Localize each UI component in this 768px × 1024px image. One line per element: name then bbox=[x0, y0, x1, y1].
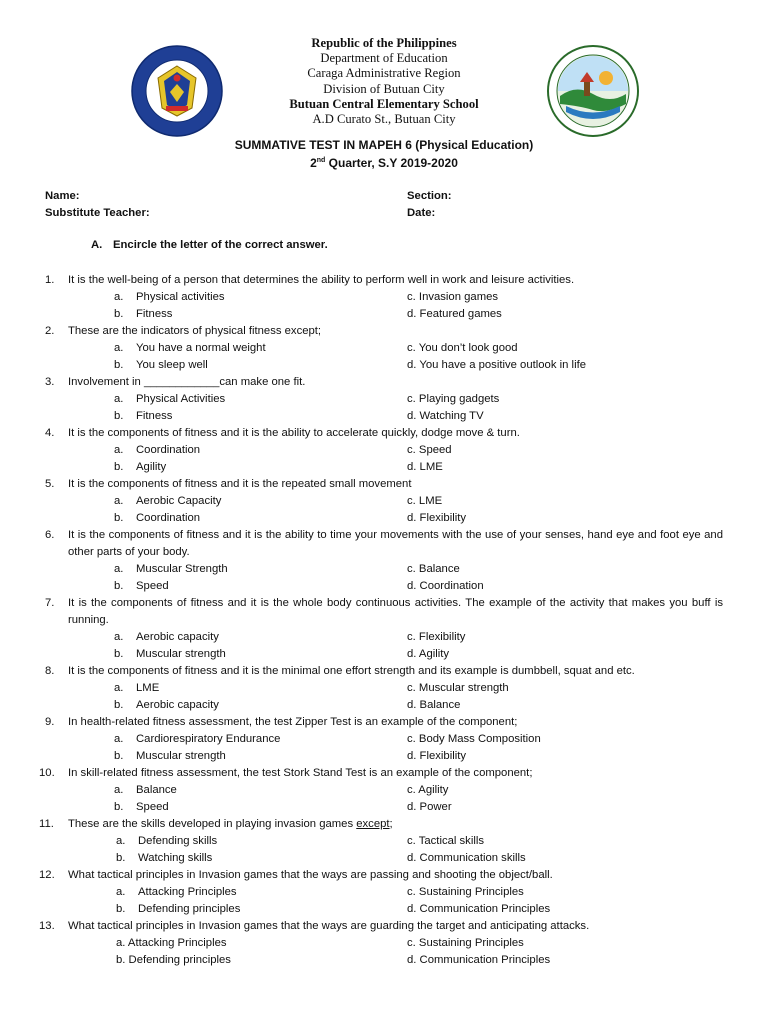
header-school-name: Butuan Central Elementary School bbox=[289, 96, 479, 111]
question-text: It is the well-being of a person that determines the ability to perform well in work and leisure activities. bbox=[68, 274, 575, 286]
choice-letter: b. bbox=[114, 512, 124, 524]
choice-letter: b. bbox=[114, 308, 124, 320]
choice-row bbox=[0, 493, 768, 510]
choice-c: c. Invasion games bbox=[407, 291, 499, 303]
choice-row bbox=[0, 408, 768, 425]
question-8 bbox=[0, 663, 768, 680]
choice-letter: b. bbox=[114, 750, 124, 762]
choice-letter: b. bbox=[114, 410, 124, 422]
choice-row bbox=[0, 340, 768, 357]
question-text-part: These are the skills developed in playing invasion games bbox=[68, 818, 357, 830]
choice-row bbox=[0, 510, 768, 527]
choice-d: d. Agility bbox=[407, 648, 450, 660]
question-number: 5. bbox=[45, 478, 55, 490]
choice-b bbox=[114, 578, 169, 595]
choice-letter: a. bbox=[114, 733, 124, 745]
choice-text: Attacking Principles bbox=[138, 886, 237, 898]
choice-c: c. Flexibility bbox=[407, 631, 466, 643]
choice-row bbox=[0, 748, 768, 765]
choice-b bbox=[114, 799, 169, 816]
choice-a bbox=[114, 340, 266, 357]
choice-row bbox=[0, 901, 768, 918]
question-2 bbox=[0, 323, 768, 340]
choice-b bbox=[114, 697, 219, 714]
header-republic: Republic of the Philippines bbox=[311, 36, 457, 50]
choice-b bbox=[116, 901, 240, 918]
choice-row bbox=[0, 391, 768, 408]
test-title bbox=[0, 137, 768, 171]
choice-row bbox=[0, 884, 768, 901]
choice-d: d. You have a positive outlook in life bbox=[407, 359, 586, 371]
choice-text: You have a normal weight bbox=[136, 342, 266, 354]
choice-c: c. Agility bbox=[407, 784, 449, 796]
choice-a bbox=[116, 833, 217, 850]
choice-d: d. Balance bbox=[407, 699, 461, 711]
choice-letter: a. bbox=[114, 342, 124, 354]
date-label: Date: bbox=[407, 207, 436, 219]
question-number: 6. bbox=[45, 529, 55, 541]
choice-letter: a. bbox=[114, 631, 124, 643]
choice-c: c. LME bbox=[407, 495, 443, 507]
choice-row bbox=[0, 646, 768, 663]
choice-c: c. Balance bbox=[407, 563, 460, 575]
question-text-underlined: except bbox=[356, 818, 390, 830]
choice-b bbox=[116, 850, 212, 867]
choice-letter: a. bbox=[114, 682, 124, 694]
student-info-right bbox=[407, 188, 452, 222]
choice-text: Defending skills bbox=[138, 835, 218, 847]
question-text bbox=[68, 816, 723, 833]
choice-text: Coordination bbox=[136, 444, 201, 456]
question-list bbox=[0, 272, 768, 969]
name-label: Name: bbox=[45, 190, 80, 202]
choice-row bbox=[0, 578, 768, 595]
choice-b: b. Defending principles bbox=[116, 954, 231, 966]
choice-letter: a. bbox=[114, 784, 124, 796]
choice-d: d. LME bbox=[407, 461, 443, 473]
choice-letter: b. bbox=[114, 801, 124, 813]
choice-c: c. You don’t look good bbox=[407, 342, 518, 354]
choice-row bbox=[0, 680, 768, 697]
choice-d: d. Power bbox=[407, 801, 452, 813]
question-text: These are the indicators of physical fitness except; bbox=[68, 325, 322, 337]
question-number: 4. bbox=[45, 427, 55, 439]
test-title-line1: SUMMATIVE TEST IN MAPEH 6 (Physical Education) bbox=[234, 138, 534, 152]
school-header bbox=[0, 36, 768, 127]
choice-row bbox=[0, 782, 768, 799]
choice-a bbox=[114, 731, 280, 748]
question-text: It is the components of fitness and it is the ability to accelerate quickly, dodge move & turn. bbox=[68, 427, 520, 439]
question-1 bbox=[0, 272, 768, 289]
question-9 bbox=[0, 714, 768, 731]
question-11 bbox=[0, 816, 768, 833]
choice-text: Cardiorespiratory Endurance bbox=[136, 733, 281, 745]
choice-b bbox=[114, 408, 172, 425]
question-13 bbox=[0, 918, 768, 935]
choice-text: Muscular Strength bbox=[136, 563, 228, 575]
choice-letter: b. bbox=[114, 580, 124, 592]
choice-letter: a. bbox=[114, 393, 124, 405]
choice-row bbox=[0, 731, 768, 748]
choice-d: d. Communication skills bbox=[407, 852, 526, 864]
quarter-text: Quarter, S.Y 2019-2020 bbox=[325, 156, 458, 170]
question-text: It is the components of fitness and it is the repeated small movement bbox=[68, 478, 412, 490]
question-text-part: ; bbox=[389, 818, 393, 830]
choice-text: Speed bbox=[136, 580, 169, 592]
choice-text: Muscular strength bbox=[136, 648, 226, 660]
choice-d: d. Flexibility bbox=[407, 750, 467, 762]
choice-row bbox=[0, 629, 768, 646]
choice-a bbox=[114, 391, 225, 408]
choice-row bbox=[0, 833, 768, 850]
choice-text: Aerobic Capacity bbox=[136, 495, 222, 507]
question-number: 12. bbox=[39, 869, 55, 881]
question-number: 7. bbox=[45, 597, 55, 609]
choice-c: c. Sustaining Principles bbox=[407, 937, 524, 949]
choice-text: Defending principles bbox=[138, 903, 241, 915]
choice-a bbox=[116, 884, 237, 901]
choice-c: c. Body Mass Composition bbox=[407, 733, 541, 745]
choice-letter: a. bbox=[114, 495, 124, 507]
choice-c: c. Playing gadgets bbox=[407, 393, 500, 405]
choice-a bbox=[114, 629, 219, 646]
choice-row bbox=[0, 306, 768, 323]
quarter-number: 2 bbox=[310, 156, 317, 170]
substitute-teacher-label: Substitute Teacher: bbox=[45, 207, 150, 219]
choice-b bbox=[114, 357, 208, 374]
choice-text: Aerobic capacity bbox=[136, 699, 219, 711]
choice-text: You sleep well bbox=[136, 359, 208, 371]
choice-row bbox=[0, 850, 768, 867]
choice-c: c. Speed bbox=[407, 444, 452, 456]
choice-letter: a. bbox=[116, 886, 126, 898]
choice-letter: b. bbox=[114, 461, 124, 473]
choice-b bbox=[114, 459, 166, 476]
choice-text: Speed bbox=[136, 801, 169, 813]
question-4 bbox=[0, 425, 768, 442]
choice-d: d. Coordination bbox=[407, 580, 484, 592]
choice-text: Agility bbox=[136, 461, 167, 473]
choice-text: Physical activities bbox=[136, 291, 225, 303]
question-text: It is the components of fitness and it is the whole body continuous activities. The example of the activity that makes you buff is running. bbox=[68, 597, 723, 626]
choice-letter: a. bbox=[114, 291, 124, 303]
question-number: 10. bbox=[39, 767, 55, 779]
choice-row bbox=[0, 697, 768, 714]
question-text: In health-related fitness assessment, the test Zipper Test is an example of the component; bbox=[68, 716, 518, 728]
question-number: 11. bbox=[39, 818, 54, 830]
choice-d: d. Featured games bbox=[407, 308, 502, 320]
question-10 bbox=[0, 765, 768, 782]
header-department: Department of Education bbox=[320, 51, 448, 66]
choice-text: Fitness bbox=[136, 308, 173, 320]
header-region: Caraga Administrative Region bbox=[307, 66, 461, 81]
choice-letter: b. bbox=[114, 648, 124, 660]
choice-d: d. Flexibility bbox=[407, 512, 467, 524]
choice-row bbox=[0, 935, 768, 952]
question-5 bbox=[0, 476, 768, 493]
student-info-left bbox=[45, 188, 150, 222]
question-6 bbox=[0, 527, 768, 561]
choice-a bbox=[114, 493, 221, 510]
question-number: 2. bbox=[45, 325, 55, 337]
choice-b bbox=[114, 646, 226, 663]
choice-c: c. Tactical skills bbox=[407, 835, 485, 847]
question-text: In skill-related fitness assessment, the test Stork Stand Test is an example of the component; bbox=[68, 767, 533, 779]
choice-row bbox=[0, 799, 768, 816]
choice-text: Balance bbox=[136, 784, 177, 796]
choice-d: d. Communication Principles bbox=[407, 903, 551, 915]
choice-text: Fitness bbox=[136, 410, 173, 422]
choice-letter: a. bbox=[114, 444, 124, 456]
choice-letter: b. bbox=[116, 852, 126, 864]
choice-letter: a. bbox=[114, 563, 124, 575]
choice-letter: b. bbox=[116, 903, 126, 915]
header-division: Division of Butuan City bbox=[323, 81, 445, 96]
choice-row bbox=[0, 357, 768, 374]
choice-c: c. Sustaining Principles bbox=[407, 886, 524, 898]
question-text: It is the components of fitness and it is the ability to time your movements with the use of your senses, hand eye and foot eye and other parts of your body. bbox=[68, 529, 723, 558]
choice-letter: a. bbox=[116, 835, 126, 847]
choice-b bbox=[114, 306, 172, 323]
question-7 bbox=[0, 595, 768, 629]
choice-text: Physical Activities bbox=[136, 393, 226, 405]
question-text: What tactical principles in Invasion games that the ways are passing and shooting the object/ball. bbox=[68, 869, 553, 881]
header-address: A.D Curato St., Butuan City bbox=[312, 112, 456, 127]
question-text: Involvement in ____________can make one fit. bbox=[68, 376, 306, 388]
choice-text: Aerobic capacity bbox=[136, 631, 219, 643]
choice-text: Muscular strength bbox=[136, 750, 226, 762]
quarter-suffix: nd bbox=[316, 157, 326, 164]
question-number: 1. bbox=[45, 274, 55, 286]
question-3 bbox=[0, 374, 768, 391]
question-number: 9. bbox=[45, 716, 55, 728]
choice-row bbox=[0, 459, 768, 476]
choice-a bbox=[114, 782, 177, 799]
test-title-line2 bbox=[0, 153, 768, 171]
instruction bbox=[91, 239, 328, 251]
choice-text: LME bbox=[136, 682, 160, 694]
choice-b bbox=[114, 510, 200, 527]
choice-a bbox=[114, 442, 200, 459]
choice-row bbox=[0, 289, 768, 306]
choice-row bbox=[0, 442, 768, 459]
instruction-letter: A. bbox=[91, 239, 103, 251]
choice-row bbox=[0, 561, 768, 578]
choice-a bbox=[114, 561, 228, 578]
choice-d: d. Communication Principles bbox=[407, 954, 551, 966]
choice-a bbox=[114, 289, 225, 306]
choice-a bbox=[114, 680, 159, 697]
choice-letter: b. bbox=[114, 699, 124, 711]
question-number: 13. bbox=[39, 920, 55, 932]
choice-text: Watching skills bbox=[138, 852, 213, 864]
choice-row bbox=[0, 952, 768, 969]
choice-b bbox=[114, 748, 226, 765]
choice-letter: b. bbox=[114, 359, 124, 371]
choice-a: a. Attacking Principles bbox=[116, 937, 227, 949]
question-text: What tactical principles in Invasion games that the ways are guarding the target and anticipating attacks. bbox=[68, 920, 590, 932]
section-label: Section: bbox=[407, 190, 452, 202]
question-number: 3. bbox=[45, 376, 55, 388]
question-number: 8. bbox=[45, 665, 55, 677]
instruction-text: Encircle the letter of the correct answer. bbox=[113, 239, 328, 251]
choice-c: c. Muscular strength bbox=[407, 682, 509, 694]
choice-text: Coordination bbox=[136, 512, 201, 524]
question-text: It is the components of fitness and it is the minimal one effort strength and its example is dumbbell, squat and etc. bbox=[68, 665, 635, 677]
question-12 bbox=[0, 867, 768, 884]
choice-d: d. Watching TV bbox=[407, 410, 484, 422]
